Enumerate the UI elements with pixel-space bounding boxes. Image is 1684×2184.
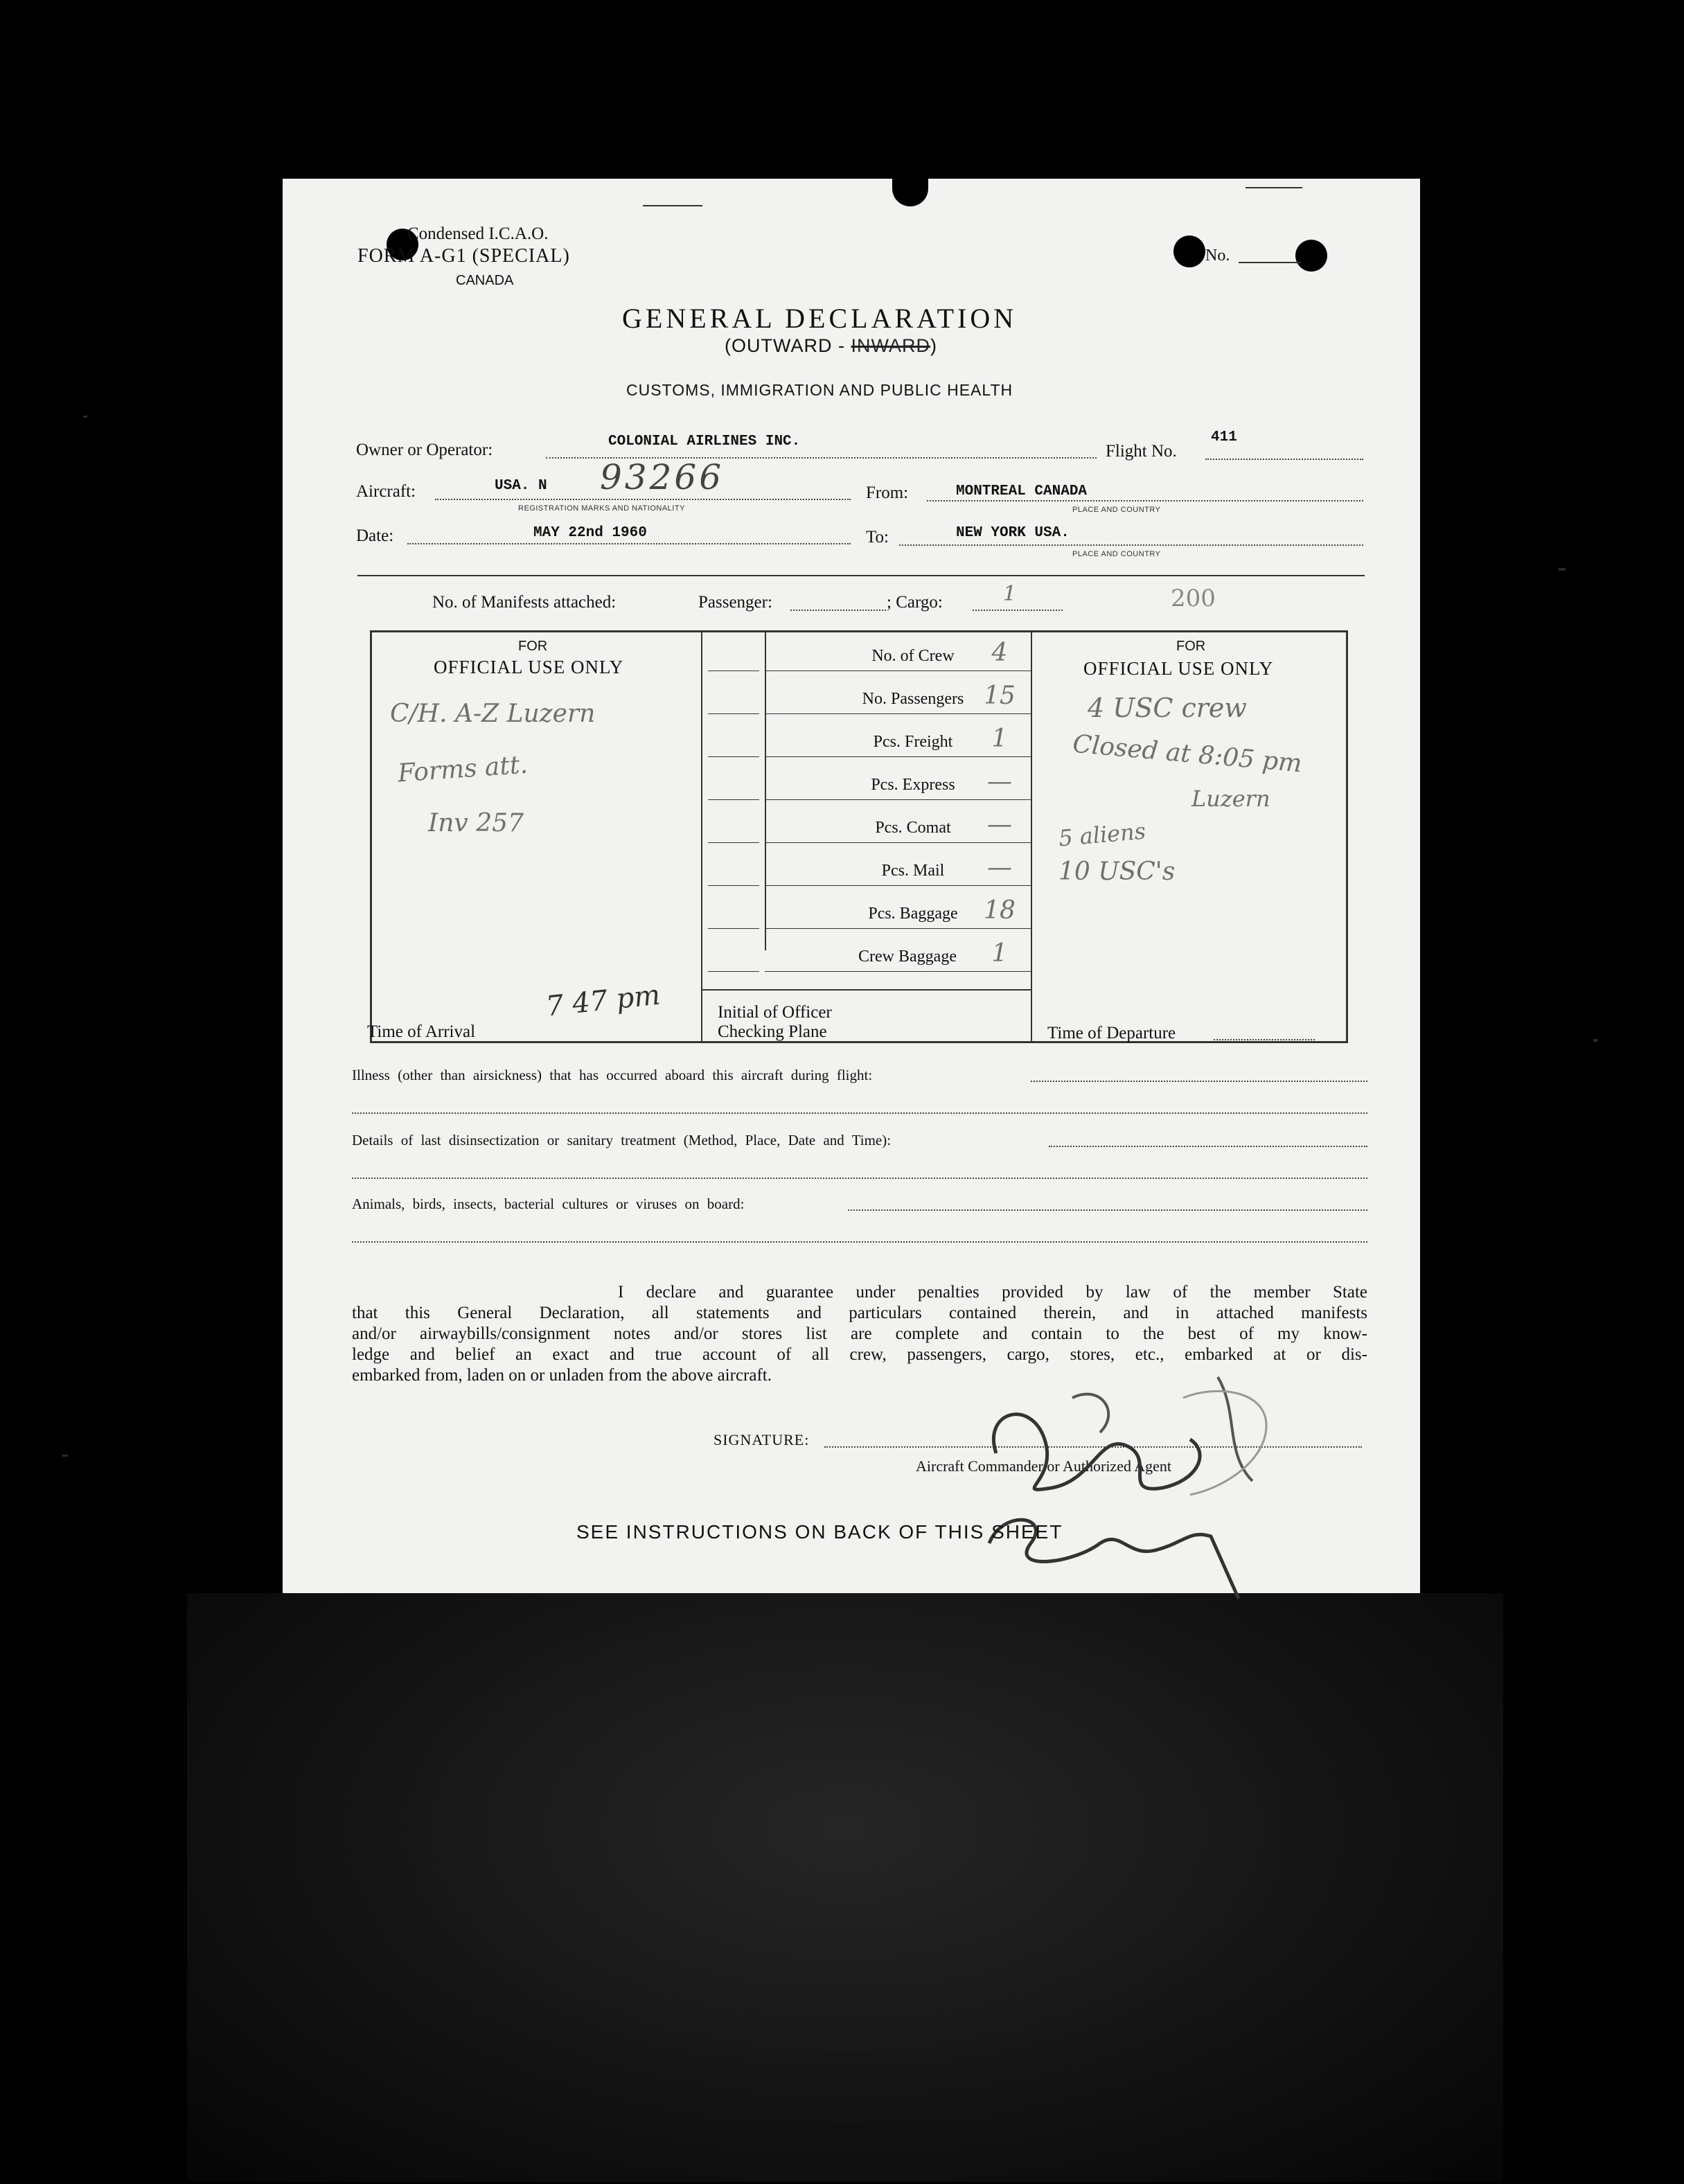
officer-label-2: Checking Plane bbox=[718, 1022, 827, 1041]
animals-line bbox=[848, 1209, 1367, 1211]
right-official-note: Closed at 8:05 pm bbox=[1071, 729, 1303, 779]
form-number-line bbox=[1239, 262, 1301, 263]
film-speck bbox=[1593, 1039, 1597, 1042]
illness-line bbox=[1031, 1081, 1367, 1082]
film-shadow bbox=[187, 1593, 1503, 2182]
subtitle-prefix: (OUTWARD - bbox=[725, 335, 845, 356]
count-row-stub bbox=[708, 713, 759, 714]
cargo-label: ; Cargo: bbox=[887, 593, 943, 612]
count-row-value: 1 bbox=[991, 939, 1008, 968]
from-value: MONTREAL CANADA bbox=[956, 483, 1088, 499]
count-row-label: No. of Crew bbox=[871, 647, 955, 665]
departure-line bbox=[1214, 1039, 1315, 1040]
count-row-label: Pcs. Comat bbox=[875, 819, 951, 837]
header-divider bbox=[357, 575, 1365, 576]
right-official-note: 5 aliens bbox=[1057, 817, 1147, 852]
count-row-line bbox=[765, 756, 1031, 757]
count-row-value: — bbox=[987, 810, 1012, 839]
illness-label: Illness (other than airsickness) that has occurred aboard this aircraft during flight: bbox=[352, 1067, 873, 1083]
cargo-line bbox=[973, 610, 1063, 611]
signature-label: SIGNATURE: bbox=[714, 1431, 810, 1448]
form-number-label: No. bbox=[1205, 247, 1230, 265]
count-row-label: Pcs. Freight bbox=[873, 733, 953, 751]
film-speck bbox=[83, 416, 87, 418]
left-official-note: C/H. A-Z Luzern bbox=[390, 700, 596, 728]
disinsection-label: Details of last disinsectization or sanitary treatment (Method, Place, Date and Time): bbox=[352, 1132, 892, 1148]
declaration-line: embarked from, laden on or unladen from the above aircraft. bbox=[352, 1366, 772, 1385]
signature-caption: Aircraft Commander or Authorized Agent bbox=[916, 1457, 1172, 1475]
scratch-mark bbox=[1246, 187, 1302, 188]
departure-label: Time of Departure bbox=[1047, 1024, 1176, 1042]
count-row-stub bbox=[708, 885, 759, 886]
film-speck bbox=[1559, 568, 1566, 571]
general-declaration-form bbox=[283, 179, 1420, 1593]
cargo-note: 200 bbox=[1171, 585, 1216, 612]
aircraft-line bbox=[435, 499, 851, 500]
count-row-stub bbox=[708, 842, 759, 843]
aircraft-prefix: USA. N bbox=[495, 478, 547, 494]
to-caption: PLACE AND COUNTRY bbox=[1072, 550, 1161, 558]
table-bottom-rule bbox=[701, 989, 1031, 991]
count-row-line bbox=[765, 928, 1031, 929]
right-official-note: 10 USC's bbox=[1058, 858, 1176, 886]
date-line bbox=[407, 543, 851, 544]
count-row-value: 1 bbox=[991, 725, 1008, 753]
officer-label-1: Initial of Officer bbox=[718, 1003, 832, 1022]
page-title: GENERAL DECLARATION bbox=[622, 303, 1018, 334]
count-row-value: 4 bbox=[991, 639, 1008, 667]
flight-value: 411 bbox=[1211, 429, 1237, 445]
arrival-value: 7 47 pm bbox=[544, 979, 662, 1023]
declaration-line: that this General Declaration, all statements and particulars contained therein, and in attached manifests bbox=[352, 1304, 1367, 1322]
passenger-line bbox=[790, 610, 886, 611]
manifests-label: No. of Manifests attached: bbox=[432, 593, 617, 612]
to-value: NEW YORK USA. bbox=[956, 525, 1070, 541]
to-label: To: bbox=[866, 528, 889, 547]
aircraft-number: 93266 bbox=[600, 457, 725, 497]
left-official-heading-1: FOR bbox=[518, 639, 548, 654]
count-row-value: 18 bbox=[984, 896, 1016, 925]
form-line-1: Condensed I.C.A.O. bbox=[407, 224, 549, 243]
table-divider bbox=[701, 630, 702, 1043]
instructions-footer: SEE INSTRUCTIONS ON BACK OF THIS SHEET bbox=[576, 1521, 1063, 1543]
count-row-value: — bbox=[987, 853, 1012, 882]
right-official-note: 4 USC crew bbox=[1088, 693, 1247, 723]
subtitle-suffix: ) bbox=[930, 335, 937, 356]
passenger-label: Passenger: bbox=[698, 593, 772, 612]
count-row-stub bbox=[708, 928, 759, 929]
flight-label: Flight No. bbox=[1106, 442, 1177, 461]
owner-value: COLONIAL AIRLINES INC. bbox=[608, 434, 801, 450]
scratch-mark bbox=[643, 205, 702, 206]
owner-label: Owner or Operator: bbox=[356, 441, 493, 459]
form-line-3: CANADA bbox=[456, 273, 514, 288]
table-divider bbox=[1031, 630, 1032, 1043]
arrival-label: Time of Arrival bbox=[367, 1022, 476, 1041]
right-official-heading-2: OFFICIAL USE ONLY bbox=[1083, 658, 1274, 679]
count-row-line bbox=[765, 885, 1031, 886]
form-line-2: FORM A-G1 (SPECIAL) bbox=[357, 245, 570, 267]
declaration-line: ledge and belief an exact and true account of all crew, passengers, cargo, stores, etc., embarked at or dis- bbox=[352, 1345, 1367, 1364]
subtitle-struck: INWARD bbox=[851, 335, 930, 356]
aircraft-caption: REGISTRATION MARKS AND NATIONALITY bbox=[518, 504, 685, 513]
animals-label: Animals, birds, insects, bacterial cultures or viruses on board: bbox=[352, 1196, 745, 1212]
film-speck bbox=[62, 1455, 68, 1457]
animals-line-2 bbox=[352, 1241, 1367, 1243]
table-divider bbox=[765, 630, 766, 950]
count-row-line bbox=[765, 799, 1031, 800]
page-subtitle bbox=[725, 335, 937, 357]
declaration-line: I declare and guarantee under penalties provided by law of the member State bbox=[618, 1283, 1367, 1302]
count-row-label: Pcs. Baggage bbox=[868, 905, 958, 923]
left-official-note: Forms att. bbox=[396, 750, 529, 788]
punch-hole bbox=[1295, 240, 1327, 272]
date-value: MAY 22nd 1960 bbox=[533, 525, 647, 541]
date-label: Date: bbox=[356, 526, 394, 545]
from-label: From: bbox=[866, 483, 909, 502]
declaration-line: and/or airwaybills/consignment notes and/or stores list are complete and contain to the best of my know- bbox=[352, 1324, 1367, 1343]
count-row-stub bbox=[708, 756, 759, 757]
count-row-value: 15 bbox=[984, 682, 1016, 710]
flight-line bbox=[1205, 459, 1363, 460]
signature-scrawl bbox=[892, 1370, 1280, 1606]
disinsection-line bbox=[1049, 1146, 1367, 1147]
from-caption: PLACE AND COUNTRY bbox=[1072, 506, 1161, 514]
count-row-stub bbox=[708, 971, 759, 972]
punch-hole bbox=[1173, 236, 1205, 267]
count-row-line bbox=[765, 842, 1031, 843]
count-row-stub bbox=[708, 799, 759, 800]
cargo-value: 1 bbox=[1003, 582, 1017, 606]
right-official-note: Luzern bbox=[1191, 785, 1270, 812]
count-row-line bbox=[765, 713, 1031, 714]
right-official-heading-1: FOR bbox=[1176, 639, 1206, 654]
left-official-heading-2: OFFICIAL USE ONLY bbox=[434, 657, 624, 677]
from-line bbox=[927, 500, 1363, 501]
count-row-label: Pcs. Express bbox=[871, 776, 955, 794]
count-row-label: Pcs. Mail bbox=[881, 862, 945, 880]
count-row-value: — bbox=[987, 767, 1012, 796]
count-row-line bbox=[765, 971, 1031, 972]
left-official-note: Inv 257 bbox=[428, 809, 524, 837]
count-row-label: No. Passengers bbox=[862, 690, 964, 708]
agencies-heading: CUSTOMS, IMMIGRATION AND PUBLIC HEALTH bbox=[626, 381, 1013, 399]
illness-line-2 bbox=[352, 1112, 1367, 1114]
aircraft-label: Aircraft: bbox=[356, 482, 416, 501]
count-row-label: Crew Baggage bbox=[858, 948, 957, 966]
punch-hole bbox=[892, 179, 928, 206]
to-line bbox=[899, 544, 1363, 546]
disinsection-line-2 bbox=[352, 1178, 1367, 1179]
